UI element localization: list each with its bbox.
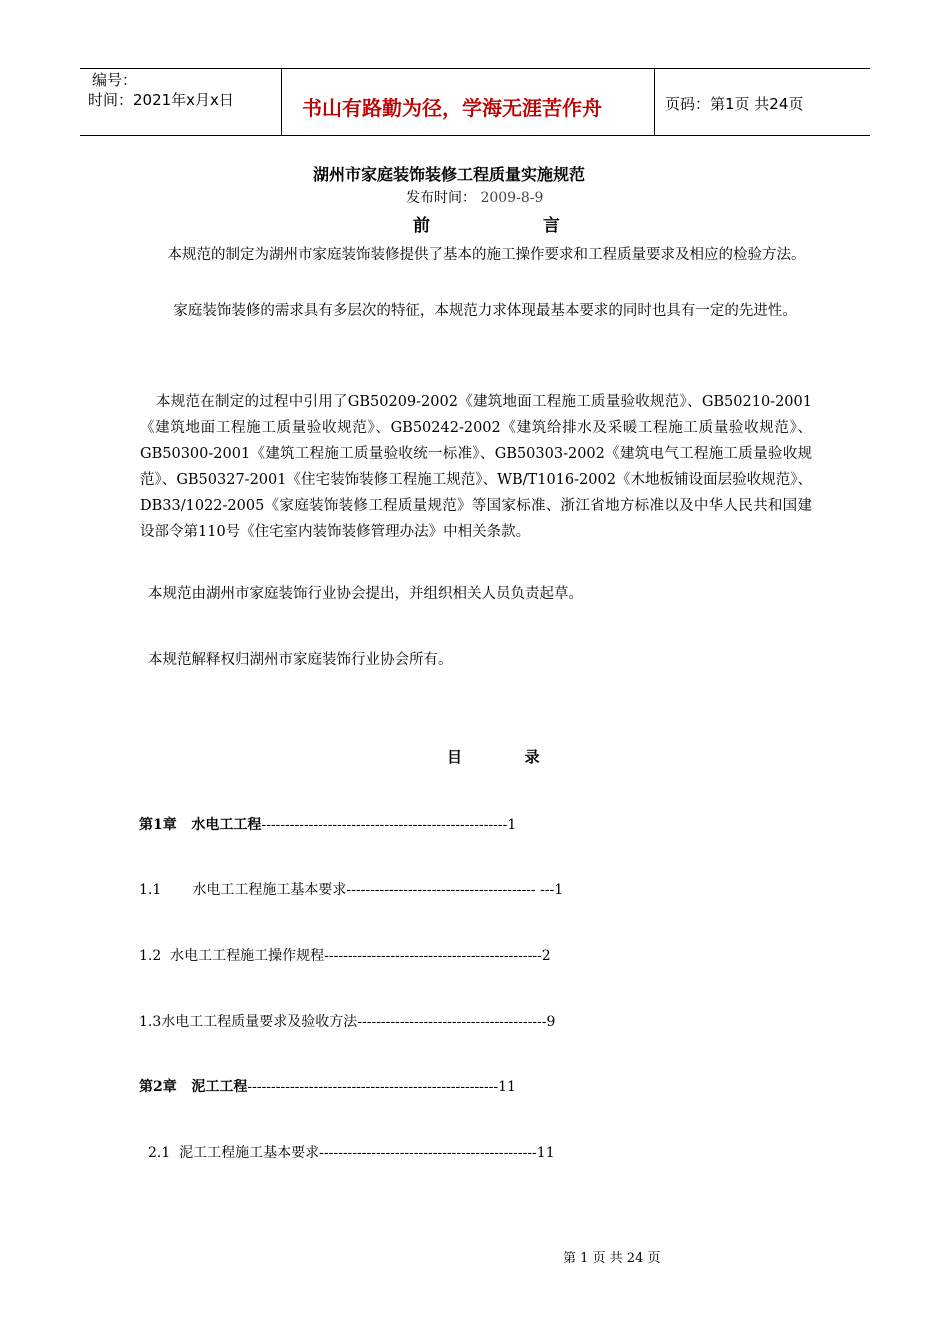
toc-entry-label: 1.2 水电工工程施工操作规程 (139, 948, 325, 964)
header-motto: 书山有路勤为径，学海无涯苦作舟 (302, 96, 602, 120)
preface-paragraph-1: 本规范的制定为湖州市家庭装饰装修提供了基本的施工操作要求和工程质量要求及相应的检验方法。 (167, 247, 806, 263)
toc-entry-label: 2.1 泥工工程施工基本要求 (148, 1145, 320, 1161)
toc-entry[interactable] (139, 879, 563, 899)
header-page-info: 页码：第1页 共24页 (665, 95, 804, 113)
toc-entry[interactable] (139, 1076, 516, 1096)
preface-heading: 前 言 (413, 216, 562, 236)
preface-paragraph-2: 家庭装饰装修的需求具有多层次的特征，本规范力求体现最基本要求的同时也具有一定的先进性。 (173, 303, 797, 319)
toc-entry-page: 9 (546, 1014, 556, 1030)
toc-entry-leader: ----------------------------------------------------- (247, 1079, 499, 1095)
toc-entry-label: 第1章 水电工工程 (139, 817, 262, 833)
header-bottom-rule (80, 135, 870, 136)
toc-entry-leader: ---------------------------------------------- (324, 948, 542, 964)
header-divider-left (281, 68, 282, 136)
header-top-rule (80, 68, 870, 69)
preface-paragraph-4: 本规范由湖州市家庭装饰行业协会提出，并组织相关人员负责起草。 (148, 586, 583, 602)
toc-entry-leader: ---------------------------------------- (357, 1014, 547, 1030)
toc-entry-page: 1 (554, 882, 564, 898)
publish-label: 发布时间： (406, 190, 476, 206)
toc-entry-label: 第2章 泥工工程 (139, 1079, 248, 1095)
header-divider-right (654, 68, 655, 136)
preface-paragraph-5: 本规范解释权归湖州市家庭装饰行业协会所有。 (148, 652, 453, 668)
toc-entry-leader: ---------------------------------------- --- (346, 882, 555, 898)
header-number-label: 编号： (92, 71, 138, 89)
toc-entry-page: 2 (541, 948, 551, 964)
toc-entry-leader: ---------------------------------------------- (319, 1145, 537, 1161)
toc-entry[interactable] (148, 1142, 555, 1162)
toc-entry[interactable] (139, 814, 516, 834)
toc-entry-page: 11 (498, 1079, 516, 1095)
toc-entry-page: 11 (536, 1145, 555, 1161)
toc-entry-page: 1 (507, 817, 517, 833)
toc-heading: 目 录 (447, 748, 540, 766)
toc-entry-label: 1.3水电工工程质量要求及验收方法 (139, 1014, 358, 1030)
preface-paragraph-3: 本规范在制定的过程中引用了GB50209-2002《建筑地面工程施工质量验收规范》、GB50210-2001《建筑地面工程施工质量验收规范》、GB50242-2002《建筑给排水及采暖工程施工质量验收规范》、GB50300-2001《建筑工程施工质量验收统一标准》、GB50303-2002《建筑电气工程施工质量验收规范》、GB50327-2001《住宅装饰装修工程施工规范》、WB/T1016-2002《木地板铺设面层验收规范》、DB33/1022-2005《家庭装饰装修工程质量规范》等国家标准、浙江省地方标准以及中华人民共和国建设部令第110号《住宅室内装饰装修管理办法》中相关条款。 (140, 394, 812, 540)
toc-entry[interactable] (139, 945, 551, 965)
page-footer: 第 1 页 共 24 页 (563, 1251, 661, 1266)
publish-date: 2009-8-9 (480, 190, 544, 206)
toc-entry-label: 1.1 水电工工程施工基本要求 (139, 882, 347, 898)
toc-entry[interactable] (139, 1011, 555, 1031)
toc-entry-leader: ---------------------------------------------------- (261, 817, 508, 833)
header-time-label: 时间：2021年x月x日 (88, 91, 234, 109)
publish-line (406, 187, 543, 207)
document-title: 湖州市家庭装饰装修工程质量实施规范 (313, 165, 586, 184)
